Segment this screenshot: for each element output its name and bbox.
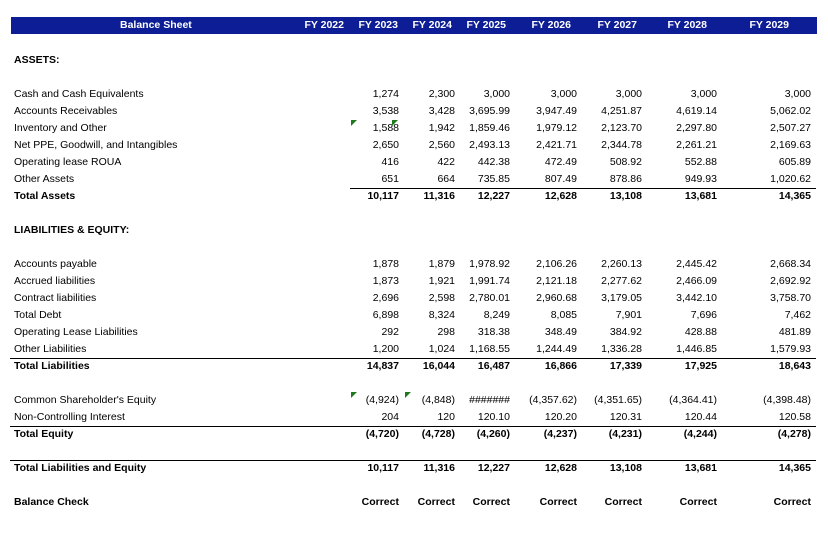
row-label[interactable]: Total Liabilities and Equity xyxy=(14,462,147,474)
value-cell[interactable]: 1,978.92 xyxy=(469,258,510,270)
comment-marker-icon xyxy=(351,120,357,126)
year-header[interactable]: FY 2027 xyxy=(597,19,637,31)
value-cell[interactable]: 508.92 xyxy=(609,156,642,168)
value-cell[interactable]: 1,579.93 xyxy=(770,343,811,355)
value-cell[interactable]: 7,462 xyxy=(784,309,811,321)
table-row-other_liab xyxy=(0,341,828,358)
value-cell[interactable]: 7,901 xyxy=(615,309,642,321)
value-cell[interactable]: 1,859.46 xyxy=(469,122,510,134)
value-cell[interactable]: 120.20 xyxy=(544,411,577,423)
value-cell[interactable]: 18,643 xyxy=(778,360,811,372)
value-cell[interactable]: (4,244) xyxy=(683,428,717,440)
row-label[interactable]: Operating Lease Liabilities xyxy=(14,326,138,338)
value-cell[interactable]: 2,300 xyxy=(428,88,455,100)
section-heading: ASSETS: xyxy=(14,54,60,66)
value-cell[interactable]: 120 xyxy=(437,411,455,423)
row-label[interactable]: Operating lease ROUA xyxy=(14,156,122,168)
value-cell[interactable]: 3,442.10 xyxy=(676,292,717,304)
comment-marker-icon xyxy=(392,120,398,126)
value-cell[interactable]: 1,024 xyxy=(428,343,455,355)
value-cell[interactable]: 735.85 xyxy=(477,173,510,185)
value-cell[interactable]: 4,251.87 xyxy=(601,105,642,117)
table-row-total_equity xyxy=(0,426,828,443)
value-cell[interactable]: (4,231) xyxy=(608,428,642,440)
value-cell[interactable]: 1,020.62 xyxy=(770,173,811,185)
value-cell[interactable]: 348.49 xyxy=(544,326,577,338)
row-label[interactable]: Accounts Receivables xyxy=(14,105,118,117)
table-row-other_assets xyxy=(0,171,828,188)
value-cell[interactable]: 384.92 xyxy=(609,326,642,338)
value-cell[interactable]: 13,681 xyxy=(684,462,717,474)
table-row-accrued xyxy=(0,273,828,290)
value-cell[interactable]: 16,044 xyxy=(422,360,455,372)
value-cell[interactable]: 1,921 xyxy=(428,275,455,287)
value-cell[interactable]: 1,446.85 xyxy=(676,343,717,355)
value-cell[interactable]: 11,316 xyxy=(423,462,455,474)
sheet-title: Balance Sheet xyxy=(120,19,192,31)
table-row-roua xyxy=(0,154,828,171)
table-row-nci xyxy=(0,409,828,426)
value-cell[interactable]: (4,351.65) xyxy=(594,394,642,406)
table-row-cse xyxy=(0,392,828,409)
value-cell[interactable]: 17,339 xyxy=(609,360,642,372)
value-cell[interactable]: 1,942 xyxy=(428,122,455,134)
value-cell[interactable]: 120.58 xyxy=(778,411,811,423)
value-cell[interactable]: (4,357.62) xyxy=(529,394,577,406)
value-cell[interactable]: 2,106.26 xyxy=(536,258,577,270)
header-row xyxy=(11,17,817,34)
row-border xyxy=(350,188,816,189)
value-cell[interactable]: (4,848) xyxy=(421,394,455,406)
value-cell[interactable]: 8,324 xyxy=(428,309,455,321)
value-cell[interactable]: 3,000 xyxy=(784,88,811,100)
value-cell[interactable]: 2,598 xyxy=(428,292,455,304)
table-row-inventory xyxy=(0,120,828,137)
table-row-contract xyxy=(0,290,828,307)
row-label[interactable]: Other Assets xyxy=(14,173,75,185)
row-label[interactable]: Balance Check xyxy=(14,496,89,508)
value-cell[interactable]: (4,720) xyxy=(365,428,399,440)
value-cell[interactable]: 12,227 xyxy=(477,462,510,474)
value-cell[interactable]: Correct xyxy=(472,496,510,508)
value-cell[interactable]: Correct xyxy=(773,496,811,508)
row-label[interactable]: Total Debt xyxy=(14,309,62,321)
value-cell[interactable]: 2,668.34 xyxy=(770,258,811,270)
year-header[interactable]: FY 2025 xyxy=(466,19,506,31)
value-cell[interactable]: 2,421.71 xyxy=(536,139,577,151)
year-header[interactable]: FY 2026 xyxy=(531,19,571,31)
value-cell[interactable]: 2,507.27 xyxy=(770,122,811,134)
value-cell[interactable]: 4,619.14 xyxy=(676,105,717,117)
value-cell[interactable]: 481.89 xyxy=(778,326,811,338)
value-cell[interactable]: 298 xyxy=(437,326,455,338)
value-cell[interactable]: (4,237) xyxy=(543,428,577,440)
value-cell[interactable]: 16,866 xyxy=(544,360,577,372)
value-cell[interactable]: 1,336.28 xyxy=(601,343,642,355)
value-cell[interactable]: 2,123.70 xyxy=(601,122,642,134)
value-cell[interactable]: (4,364.41) xyxy=(669,394,717,406)
table-row-debt xyxy=(0,307,828,324)
value-cell[interactable]: 878.86 xyxy=(609,173,642,185)
value-cell[interactable]: 3,538 xyxy=(372,105,399,117)
row-label[interactable]: Common Shareholder's Equity xyxy=(14,394,157,406)
value-cell[interactable]: 2,277.62 xyxy=(601,275,642,287)
row-label[interactable]: Accounts payable xyxy=(14,258,97,270)
table-row-total_le xyxy=(0,460,828,477)
value-cell[interactable]: 12,628 xyxy=(544,190,577,202)
value-cell[interactable]: 3,000 xyxy=(550,88,577,100)
value-cell[interactable]: 2,121.18 xyxy=(536,275,577,287)
value-cell[interactable]: 14,365 xyxy=(778,190,811,202)
row-label[interactable]: Net PPE, Goodwill, and Intangibles xyxy=(14,139,178,151)
value-cell[interactable]: 2,169.63 xyxy=(770,139,811,151)
value-cell[interactable]: 2,493.13 xyxy=(469,139,510,151)
value-cell[interactable]: 3,000 xyxy=(690,88,717,100)
value-cell[interactable]: (4,924) xyxy=(365,394,399,406)
value-cell[interactable]: 204 xyxy=(381,411,399,423)
value-cell[interactable]: 10,117 xyxy=(367,462,399,474)
value-cell[interactable]: 1,979.12 xyxy=(536,122,577,134)
table-row-total_assets xyxy=(0,188,828,205)
value-cell[interactable]: 318.38 xyxy=(477,326,510,338)
section-label xyxy=(0,52,828,69)
value-cell[interactable]: 2,261.21 xyxy=(676,139,717,151)
value-cell[interactable]: 1,244.49 xyxy=(536,343,577,355)
value-cell[interactable]: 14,837 xyxy=(366,360,399,372)
value-cell[interactable]: 120.10 xyxy=(477,411,510,423)
value-cell[interactable]: 442.38 xyxy=(477,156,510,168)
year-header[interactable]: FY 2029 xyxy=(749,19,789,31)
value-cell[interactable]: 3,000 xyxy=(615,88,642,100)
row-label[interactable]: Contract liabilities xyxy=(14,292,97,304)
value-cell[interactable]: 292 xyxy=(381,326,399,338)
value-cell[interactable]: 17,925 xyxy=(684,360,717,372)
value-cell[interactable]: 2,344.78 xyxy=(601,139,642,151)
value-cell[interactable]: Correct xyxy=(604,496,642,508)
value-cell[interactable]: 1,274 xyxy=(372,88,399,100)
comment-marker-icon xyxy=(351,392,357,398)
value-cell[interactable]: 11,316 xyxy=(423,190,455,202)
value-cell[interactable]: 120.44 xyxy=(684,411,717,423)
value-cell[interactable]: 3,428 xyxy=(428,105,455,117)
value-cell[interactable]: 16,487 xyxy=(477,360,510,372)
row-label[interactable]: Non-Controlling Interest xyxy=(14,411,125,423)
year-header[interactable]: FY 2028 xyxy=(667,19,707,31)
value-cell[interactable]: 422 xyxy=(437,156,455,168)
value-cell[interactable]: (4,278) xyxy=(777,428,811,440)
value-cell[interactable]: 2,692.92 xyxy=(770,275,811,287)
value-cell[interactable]: Correct xyxy=(417,496,455,508)
comment-marker-icon xyxy=(405,392,411,398)
value-cell[interactable]: 7,696 xyxy=(690,309,717,321)
section-heading: LIABILITIES & EQUITY: xyxy=(14,224,130,236)
value-cell[interactable]: ####### xyxy=(469,394,510,406)
value-cell[interactable]: 3,695.99 xyxy=(469,105,510,117)
row-border xyxy=(10,460,816,461)
value-cell[interactable]: 2,696 xyxy=(372,292,399,304)
value-cell[interactable]: 10,117 xyxy=(367,190,399,202)
value-cell[interactable]: 416 xyxy=(381,156,399,168)
value-cell[interactable]: 13,681 xyxy=(684,190,717,202)
value-cell[interactable]: 3,947.49 xyxy=(536,105,577,117)
value-cell[interactable]: Correct xyxy=(539,496,577,508)
value-cell[interactable]: 2,445.42 xyxy=(676,258,717,270)
row-label[interactable]: Accrued liabilities xyxy=(14,275,96,287)
value-cell[interactable]: 2,560 xyxy=(428,139,455,151)
value-cell[interactable]: 605.89 xyxy=(778,156,811,168)
value-cell[interactable]: 2,960.68 xyxy=(536,292,577,304)
year-header[interactable]: FY 2024 xyxy=(412,19,452,31)
row-border xyxy=(10,358,816,359)
row-border xyxy=(10,426,816,427)
value-cell[interactable]: 1,873 xyxy=(372,275,399,287)
value-cell[interactable]: 1,991.74 xyxy=(469,275,510,287)
value-cell[interactable]: 651 xyxy=(381,173,399,185)
value-cell[interactable]: 3,000 xyxy=(483,88,510,100)
value-cell[interactable]: Correct xyxy=(679,496,717,508)
value-cell[interactable]: 1,879 xyxy=(428,258,455,270)
table-row-cash xyxy=(0,86,828,103)
value-cell[interactable]: 5,062.02 xyxy=(770,105,811,117)
value-cell[interactable]: 472.49 xyxy=(544,156,577,168)
value-cell[interactable]: 1,588 xyxy=(372,122,399,134)
value-cell[interactable]: 13,108 xyxy=(609,190,642,202)
value-cell[interactable]: 8,085 xyxy=(550,309,577,321)
value-cell[interactable]: 1,200 xyxy=(372,343,399,355)
row-label[interactable]: Total Equity xyxy=(14,428,74,440)
value-cell[interactable]: (4,398.48) xyxy=(763,394,811,406)
value-cell[interactable]: 2,466.09 xyxy=(676,275,717,287)
table-row-ppe xyxy=(0,137,828,154)
value-cell[interactable]: 12,227 xyxy=(477,190,510,202)
value-cell[interactable]: 2,297.80 xyxy=(676,122,717,134)
value-cell[interactable]: 428.88 xyxy=(684,326,717,338)
table-row-check xyxy=(0,494,828,511)
value-cell[interactable]: 2,260.13 xyxy=(601,258,642,270)
table-row-ar xyxy=(0,103,828,120)
table-row-total_liab xyxy=(0,358,828,375)
value-cell[interactable]: 120.31 xyxy=(609,411,642,423)
row-label[interactable]: Total Liabilities xyxy=(14,360,90,372)
value-cell[interactable]: 552.88 xyxy=(684,156,717,168)
value-cell[interactable]: 3,179.05 xyxy=(601,292,642,304)
value-cell[interactable]: 1,168.55 xyxy=(469,343,510,355)
value-cell[interactable]: 2,780.01 xyxy=(469,292,510,304)
value-cell[interactable]: 949.93 xyxy=(684,173,717,185)
value-cell[interactable]: 14,365 xyxy=(778,462,811,474)
value-cell[interactable]: (4,260) xyxy=(476,428,510,440)
value-cell[interactable]: 3,758.70 xyxy=(770,292,811,304)
value-cell[interactable]: Correct xyxy=(361,496,399,508)
year-header[interactable]: FY 2022 xyxy=(304,19,344,31)
value-cell[interactable]: 2,650 xyxy=(372,139,399,151)
value-cell[interactable]: 807.49 xyxy=(544,173,577,185)
value-cell[interactable]: 12,628 xyxy=(544,462,577,474)
row-label[interactable]: Cash and Cash Equivalents xyxy=(14,88,144,100)
value-cell[interactable]: (4,728) xyxy=(421,428,455,440)
value-cell[interactable]: 13,108 xyxy=(609,462,642,474)
value-cell[interactable]: 6,898 xyxy=(372,309,399,321)
value-cell[interactable]: 1,878 xyxy=(372,258,399,270)
value-cell[interactable]: 664 xyxy=(437,173,455,185)
year-header[interactable]: FY 2023 xyxy=(358,19,398,31)
row-label[interactable]: Total Assets xyxy=(14,190,76,202)
value-cell[interactable]: 8,249 xyxy=(483,309,510,321)
row-label[interactable]: Inventory and Other xyxy=(14,122,107,134)
section-label xyxy=(0,222,828,239)
row-label[interactable]: Other Liabilities xyxy=(14,343,87,355)
table-row-ap xyxy=(0,256,828,273)
table-row-op_lease_liab xyxy=(0,324,828,341)
